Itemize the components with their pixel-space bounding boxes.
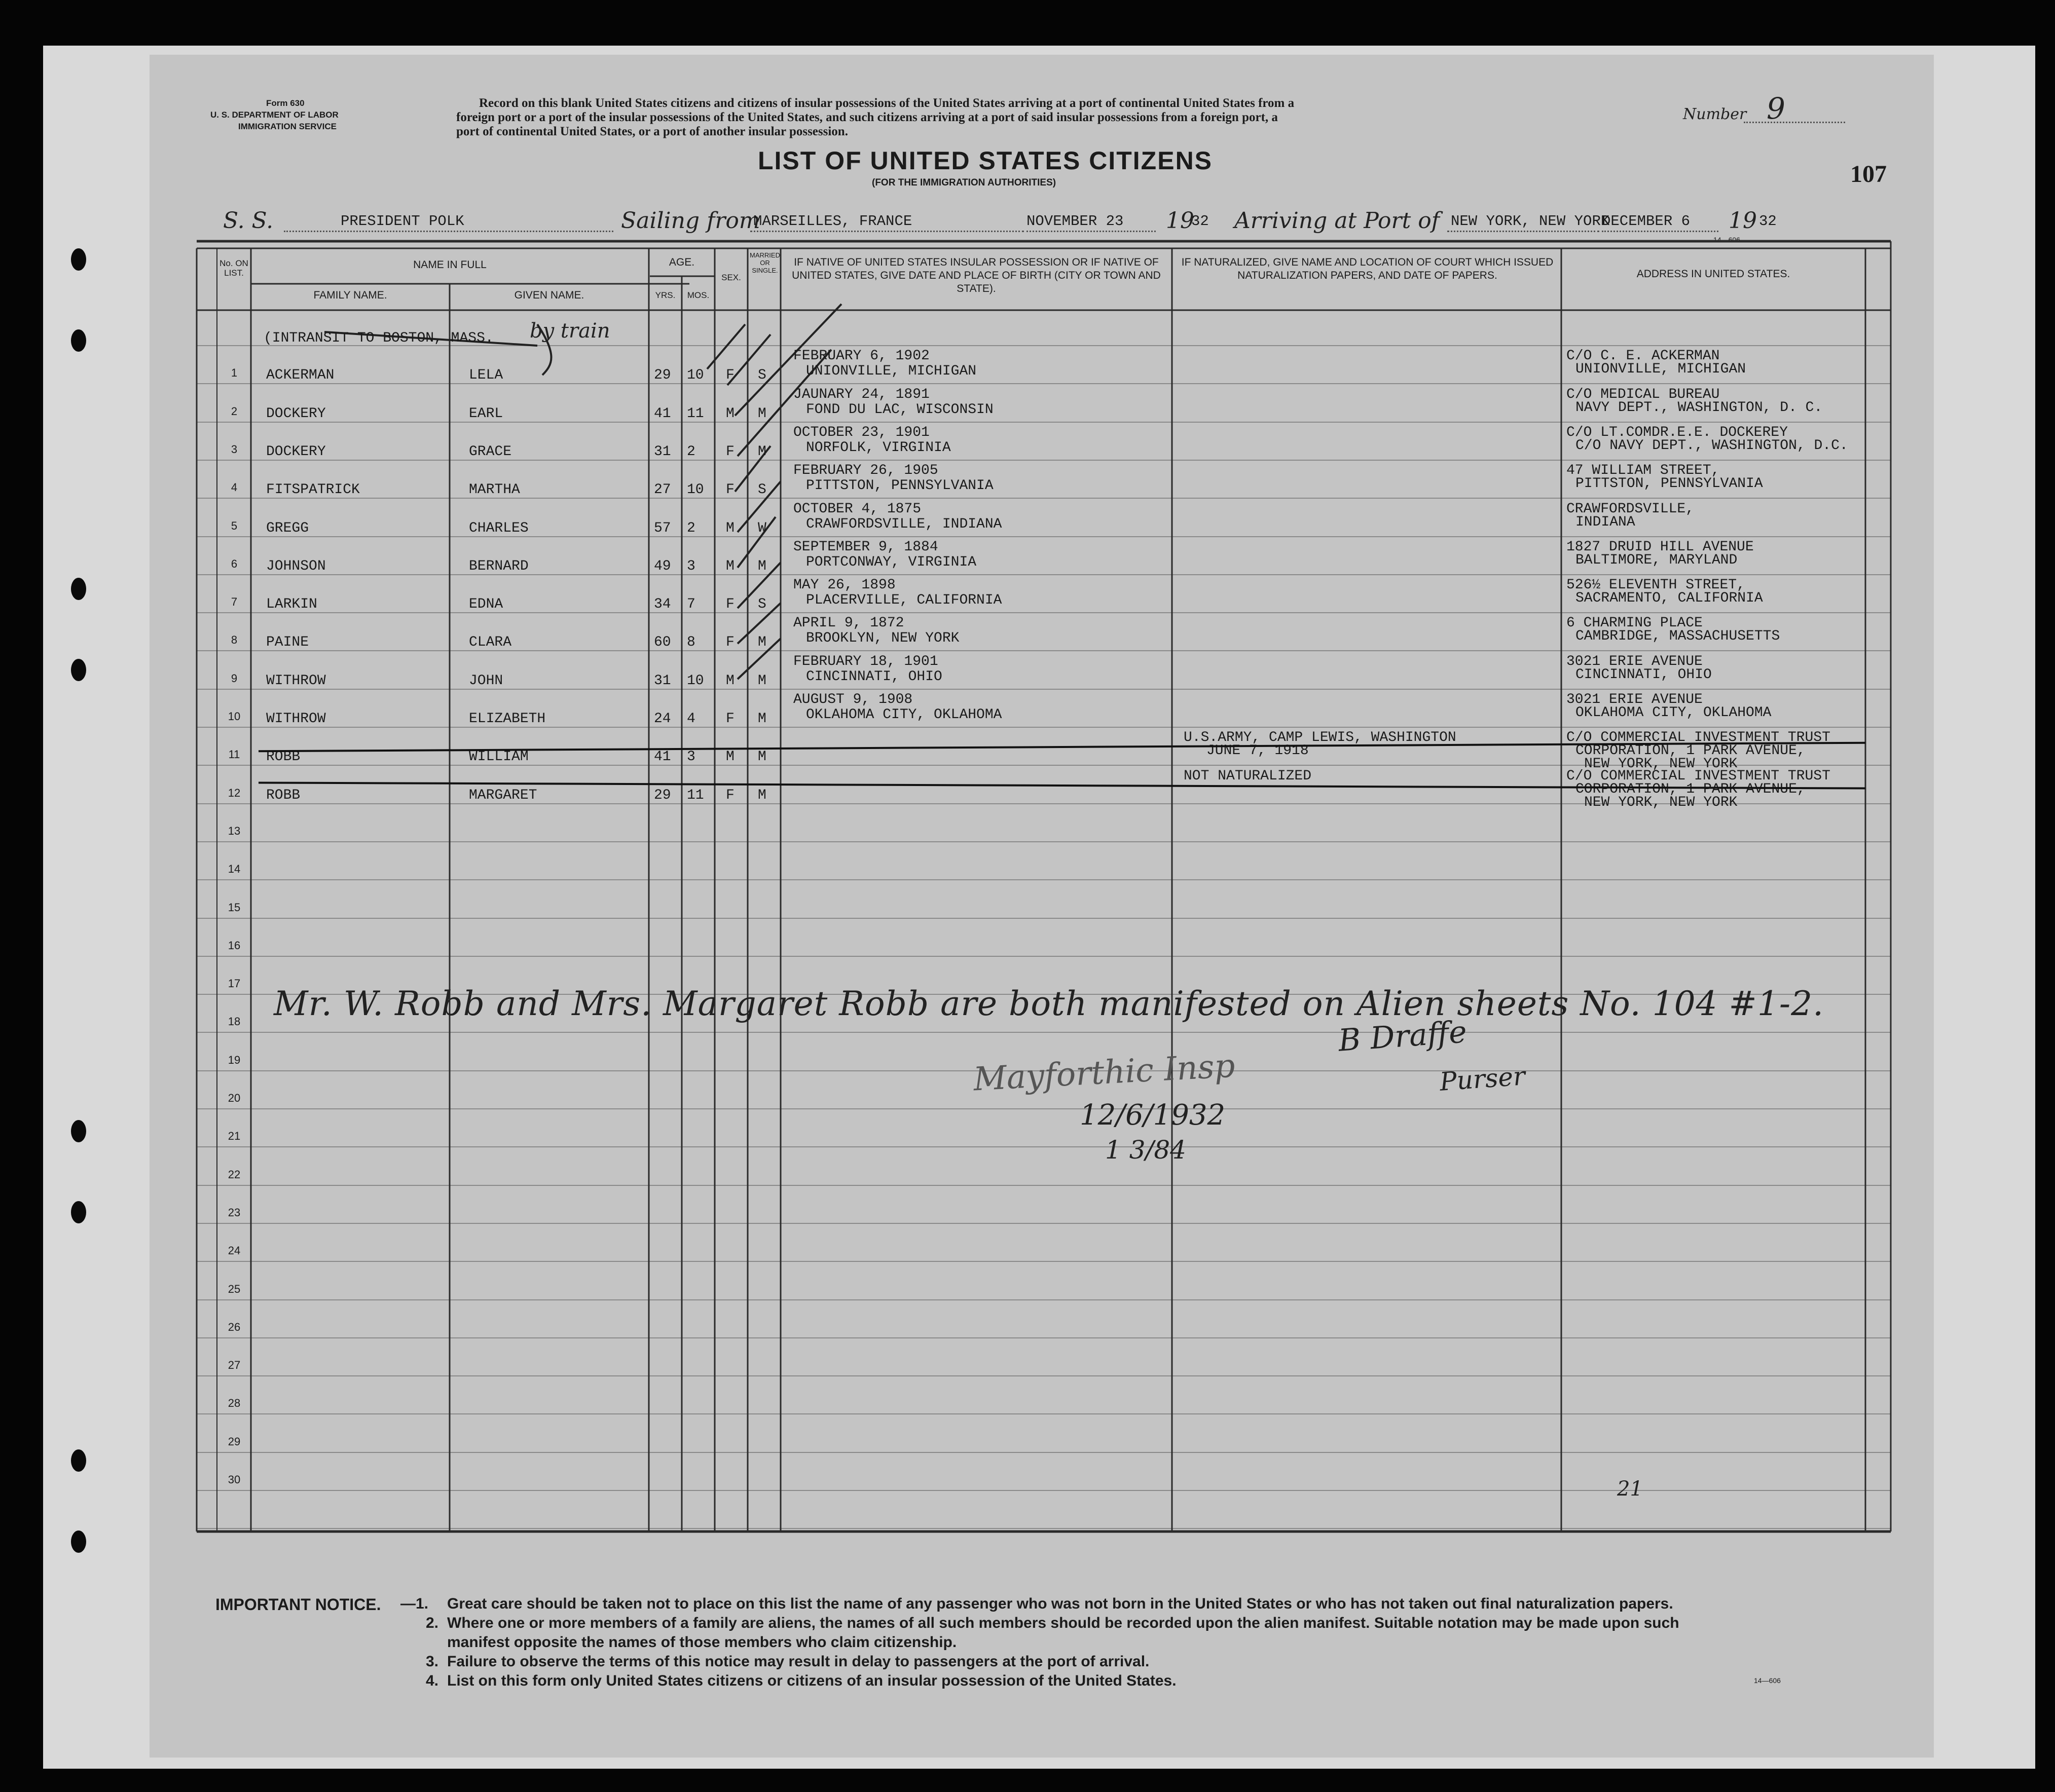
row-number: 6 <box>231 557 238 570</box>
cell-family: ROBB <box>266 749 301 765</box>
cell-ms: S <box>758 367 766 384</box>
cell-sex: M <box>726 673 735 689</box>
cell-family: WITHROW <box>266 673 326 689</box>
cell-given: JOHN <box>469 673 503 689</box>
col-header-family: FAMILY NAME. <box>313 289 387 301</box>
year-prefix: 19 <box>1166 208 1194 234</box>
row-number: 23 <box>228 1206 241 1219</box>
row-number: 10 <box>228 710 241 723</box>
cell-sex: F <box>726 367 735 384</box>
handwritten-note: Mr. W. Robb and Mrs. Margaret Robb are both manifested on Alien sheets No. 104 #1-2. <box>274 984 1824 1023</box>
cell-family: ROBB <box>266 787 301 803</box>
col-header-age: AGE. <box>669 256 695 268</box>
cell-ms: M <box>758 711 766 727</box>
notice-num-2: 2. <box>426 1615 439 1631</box>
cell-addr2: CINCINNATI, OHIO <box>1575 666 1712 683</box>
notice-text-4: List on this form only United States citizens or citizens of an insular possession of the United States. <box>447 1672 1177 1689</box>
row-number: 18 <box>228 1015 241 1028</box>
sailing-year: 32 <box>1191 213 1209 230</box>
row-number: 12 <box>228 786 241 799</box>
cell-birth1: SEPTEMBER 9, 1884 <box>793 539 938 555</box>
cell-mos: 4 <box>687 711 695 727</box>
cell-sex: F <box>726 711 735 727</box>
instructions-line-1: Record on this blank United States citizens and citizens of insular possessions of the United States arriving at a port of continental United States from a <box>479 96 1295 110</box>
row-number: 29 <box>228 1435 241 1448</box>
cell-given: LELA <box>469 367 503 384</box>
col-header-name: NAME IN FULL <box>413 259 487 271</box>
cell-addr1: 526½ ELEVENTH STREET, <box>1566 577 1745 593</box>
cell-given: CHARLES <box>469 520 529 536</box>
cell-yrs: 24 <box>654 711 671 727</box>
cell-ms: M <box>758 673 766 689</box>
row-number: 20 <box>228 1092 241 1104</box>
arrival-date: DECEMBER 6 <box>1602 213 1691 230</box>
cell-birth1: OCTOBER 23, 1901 <box>793 424 930 440</box>
sailing-label: Sailing from <box>621 208 760 234</box>
notice-text-3: Failure to observe the terms of this notice may result in delay to passengers at the port of arrival. <box>447 1653 1150 1670</box>
cell-birth2: PORTCONWAY, VIRGINIA <box>806 554 977 570</box>
col-header-mos: MOS. <box>687 290 710 300</box>
cell-addr2: CAMBRIDGE, MASSACHUSETTS <box>1575 628 1780 645</box>
cell-birth2: BROOKLYN, NEW YORK <box>806 630 960 647</box>
cell-addr1: C/O COMMERCIAL INVESTMENT TRUST <box>1566 768 1830 784</box>
col-header-married: MARRIED OR SINGLE. <box>750 251 780 274</box>
cell-sex: F <box>726 596 735 613</box>
cell-given: CLARA <box>469 634 512 651</box>
cell-addr1: C/O C. E. ACKERMAN <box>1566 348 1720 364</box>
cell-addr1: 3021 ERIE AVENUE <box>1566 692 1703 707</box>
cell-birth1: APRIL 9, 1872 <box>793 615 904 631</box>
to-port: NEW YORK, NEW YORK <box>1451 213 1610 230</box>
col-header-sex: SEX. <box>721 273 741 282</box>
cell-birth2: PITTSTON, PENNSYLVANIA <box>806 478 994 494</box>
row-number: 7 <box>231 595 238 609</box>
cell-yrs: 41 <box>654 405 671 422</box>
cell-ms: M <box>758 634 766 651</box>
ss-label: S. S. <box>223 208 274 234</box>
cell-birth1: FEBRUARY 18, 1901 <box>793 653 938 669</box>
cell-given: WILLIAM <box>469 749 529 765</box>
form-subtitle: (FOR THE IMMIGRATION AUTHORITIES) <box>872 177 1056 188</box>
cell-addr2: CORPORATION, 1 PARK AVENUE, <box>1575 743 1806 759</box>
cell-birth1: MAY 26, 1898 <box>793 577 896 593</box>
row-number: 14 <box>228 863 241 876</box>
row-number: 15 <box>228 901 241 914</box>
form-number: Form 630 <box>266 98 305 108</box>
row-number: 9 <box>231 671 238 685</box>
cell-mos: 8 <box>687 634 695 651</box>
cell-ms: M <box>758 443 766 460</box>
cell-birth1: FEBRUARY 26, 1905 <box>793 463 938 479</box>
notice-text-1: Great care should be taken not to place on this list the name of any passenger who was not born in the United States or who has not taken out final naturalization papers. <box>447 1595 1673 1612</box>
inspector-signature: Mayforthic Insp <box>972 1047 1236 1099</box>
cell-nat2: JUNE 7, 1918 <box>1206 743 1309 759</box>
cell-family: GREGG <box>266 520 309 536</box>
cell-birth1: JAUNARY 24, 1891 <box>793 386 930 402</box>
col-header-given: GIVEN NAME. <box>514 289 584 301</box>
cell-addr1: C/O LT.COMDR.E.E. DOCKEREY <box>1566 424 1788 440</box>
cell-yrs: 31 <box>654 443 671 460</box>
cell-mos: 2 <box>687 520 695 536</box>
cell-addr2: C/O NAVY DEPT., WASHINGTON, D.C. <box>1575 437 1848 454</box>
print-code: 14—606 <box>1713 236 1740 244</box>
row-number: 25 <box>228 1282 241 1295</box>
row-number: 17 <box>228 977 241 990</box>
cell-birth2: CINCINNATI, OHIO <box>806 668 942 685</box>
row-number: 26 <box>228 1320 241 1333</box>
col-header-address: ADDRESS IN UNITED STATES. <box>1636 268 1790 280</box>
row-number: 22 <box>228 1168 241 1181</box>
handwritten-fraction: 1 3/84 <box>1105 1135 1186 1165</box>
cell-sex: M <box>726 405 735 422</box>
number-value: 9 <box>1767 91 1785 126</box>
cell-family: DOCKERY <box>266 405 326 422</box>
transit-handwritten: by train <box>530 319 610 343</box>
row-number: 30 <box>228 1473 241 1486</box>
cell-sex: F <box>726 634 735 651</box>
cell-birth1: AUGUST 9, 1908 <box>793 692 913 707</box>
arriving-label: Arriving at Port of <box>1234 208 1440 234</box>
cell-addr2: OKLAHOMA CITY, OKLAHOMA <box>1575 705 1772 721</box>
cell-addr1: 47 WILLIAM STREET, <box>1566 463 1720 479</box>
cell-yrs: 29 <box>654 367 671 384</box>
cell-birth2: PLACERVILLE, CALIFORNIA <box>806 592 1002 609</box>
arrival-year-prefix: 19 <box>1729 208 1757 234</box>
cell-yrs: 41 <box>654 749 671 765</box>
cell-family: DOCKERY <box>266 443 326 460</box>
row-number: 2 <box>231 404 238 418</box>
cell-yrs: 29 <box>654 787 671 803</box>
cell-addr3: NEW YORK, NEW YORK <box>1584 756 1738 772</box>
cell-yrs: 60 <box>654 634 671 651</box>
cell-addr2: CORPORATION, 1 PARK AVENUE, <box>1575 781 1806 797</box>
row-number: 24 <box>228 1244 241 1257</box>
row-number: 11 <box>228 748 240 761</box>
cell-family: ACKERMAN <box>266 367 335 384</box>
cell-mos: 3 <box>687 558 695 574</box>
page-mark: 21 <box>1617 1477 1643 1501</box>
instructions-line-2: foreign port or a port of the insular possessions of the United States, and such citizens arriving at a port of said insular possessions from a foreign port, a <box>456 110 1278 124</box>
cell-mos: 11 <box>687 405 704 422</box>
cell-addr1: C/O MEDICAL BUREAU <box>1566 386 1720 402</box>
col-header-birth: IF NATIVE OF UNITED STATES INSULAR POSSESSION OR IF NATIVE OF UNITED STATES, GIVE DATE AND PLACE OF BIRTH (CITY OR TOWN AND STATE). <box>792 256 1161 294</box>
row-number: 19 <box>228 1053 241 1066</box>
cell-given: BERNARD <box>469 558 529 574</box>
cell-birth2: FOND DU LAC, WISCONSIN <box>806 401 994 418</box>
row-number: 13 <box>228 824 241 837</box>
cell-addr2: NAVY DEPT., WASHINGTON, D. C. <box>1575 399 1823 416</box>
cell-birth2: UNIONVILLE, MICHIGAN <box>806 363 977 380</box>
cell-mos: 2 <box>687 443 695 460</box>
page-number: 107 <box>1850 161 1887 188</box>
cell-given: MARGARET <box>469 787 537 803</box>
row-number: 5 <box>231 519 238 532</box>
cell-addr1: 6 CHARMING PLACE <box>1566 615 1703 631</box>
cell-mos: 10 <box>687 673 704 689</box>
cell-birth2: CRAWFORDSVILLE, INDIANA <box>806 516 1002 532</box>
cell-sex: M <box>726 520 735 536</box>
col-header-naturalized: IF NATURALIZED, GIVE NAME AND LOCATION OF COURT WHICH ISSUED NATURALIZATION PAPERS, AND DATE OF PAPERS. <box>1181 256 1554 281</box>
cell-addr2: INDIANA <box>1575 514 1635 530</box>
cell-ms: M <box>758 749 766 765</box>
cell-sex: F <box>726 443 735 460</box>
cell-family: PAINE <box>266 634 309 651</box>
row-number: 4 <box>231 481 238 494</box>
cell-nat1: U.S.ARMY, CAMP LEWIS, WASHINGTON <box>1184 730 1456 746</box>
inspection-date: 12/6/1932 <box>1080 1099 1226 1132</box>
cell-addr2: SACRAMENTO, CALIFORNIA <box>1575 590 1763 607</box>
cell-addr1: 3021 ERIE AVENUE <box>1566 653 1703 669</box>
cell-nat1: NOT NATURALIZED <box>1184 768 1312 784</box>
cell-yrs: 57 <box>654 520 671 536</box>
cell-family: LARKIN <box>266 596 317 613</box>
cell-family: FITSPATRICK <box>266 482 360 498</box>
cell-ms: M <box>758 558 766 574</box>
cell-birth1: OCTOBER 4, 1875 <box>793 501 922 517</box>
purser-signature: B Draffe <box>1337 1014 1468 1059</box>
cell-ms: S <box>758 482 766 498</box>
row-number: 8 <box>231 633 238 647</box>
row-number: 28 <box>228 1397 241 1410</box>
cell-addr2: PITTSTON, PENNSYLVANIA <box>1575 476 1763 492</box>
form-title: LIST OF UNITED STATES CITIZENS <box>758 146 1213 175</box>
cell-addr1: C/O COMMERCIAL INVESTMENT TRUST <box>1566 730 1830 746</box>
cell-given: EDNA <box>469 596 503 613</box>
cell-ms: M <box>758 787 766 803</box>
row-number: 16 <box>228 939 241 952</box>
cell-mos: 7 <box>687 596 695 613</box>
cell-yrs: 31 <box>654 673 671 689</box>
from-port: MARSEILLES, FRANCE <box>753 213 912 230</box>
cell-addr3: NEW YORK, NEW YORK <box>1584 794 1738 810</box>
cell-addr1: 1827 DRUID HILL AVENUE <box>1566 539 1754 555</box>
row-number: 1 <box>231 366 238 380</box>
cell-given: EARL <box>469 405 503 422</box>
cell-addr2: BALTIMORE, MARYLAND <box>1575 552 1738 568</box>
cell-ms: W <box>758 520 766 536</box>
row-number: 21 <box>228 1130 241 1143</box>
cell-given: MARTHA <box>469 482 520 498</box>
arrival-year: 32 <box>1759 213 1777 230</box>
cell-family: JOHNSON <box>266 558 326 574</box>
cell-yrs: 49 <box>654 558 671 574</box>
service-name: IMMIGRATION SERVICE <box>238 122 337 131</box>
notice-print-code: 14—606 <box>1754 1676 1781 1685</box>
row-number: 27 <box>228 1359 241 1372</box>
cell-mos: 11 <box>687 787 704 803</box>
notice-num-1: —1. <box>400 1595 429 1612</box>
ship-name: PRESIDENT POLK <box>341 213 464 230</box>
cell-mos: 10 <box>687 482 704 498</box>
cell-yrs: 34 <box>654 596 671 613</box>
cell-birth1: FEBRUARY 6, 1902 <box>793 348 930 364</box>
cell-sex: M <box>726 749 735 765</box>
cell-mos: 3 <box>687 749 695 765</box>
row-number: 3 <box>231 442 238 456</box>
cell-birth2: OKLAHOMA CITY, OKLAHOMA <box>806 707 1002 723</box>
cell-birth2: NORFOLK, VIRGINIA <box>806 439 951 456</box>
notice-text-2: Where one or more members of a family are aliens, the names of all such members should be recorded upon the alien manifest. Suitable notation may be made upon such <box>447 1615 1679 1631</box>
purser-title: Purser <box>1439 1061 1526 1097</box>
cell-sex: F <box>726 482 735 498</box>
cell-ms: M <box>758 405 766 422</box>
cell-sex: M <box>726 558 735 574</box>
notice-num-3: 3. <box>426 1653 439 1670</box>
notice-text-2b: manifest opposite the names of those members who claim citizenship. <box>447 1634 957 1651</box>
cell-addr1: CRAWFORDSVILLE, <box>1566 501 1695 517</box>
col-header-no: No. ON LIST. <box>219 258 248 278</box>
cell-sex: F <box>726 787 735 803</box>
cell-given: GRACE <box>469 443 512 460</box>
notice-title: IMPORTANT NOTICE. <box>215 1595 381 1614</box>
cell-ms: S <box>758 596 766 613</box>
sailing-date: NOVEMBER 23 <box>1026 213 1124 230</box>
department-name: U. S. DEPARTMENT OF LABOR <box>210 110 339 120</box>
cell-given: ELIZABETH <box>469 711 546 727</box>
cell-mos: 10 <box>687 367 704 384</box>
col-header-yrs: YRS. <box>655 290 676 300</box>
instructions-line-3: port of continental United States, or a port of another insular possession. <box>456 125 848 138</box>
cell-family: WITHROW <box>266 711 326 727</box>
cell-yrs: 27 <box>654 482 671 498</box>
transit-note: (INTRANSIT TO BOSTON, MASS. <box>264 330 494 346</box>
notice-num-4: 4. <box>426 1672 439 1689</box>
number-label: Number <box>1683 105 1747 123</box>
cell-addr2: UNIONVILLE, MICHIGAN <box>1575 361 1746 378</box>
